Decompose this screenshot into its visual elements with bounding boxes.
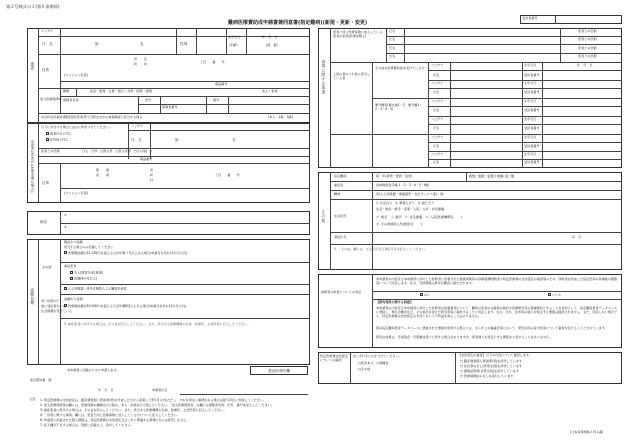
sign-date[interactable]: 年 月 日 <box>98 388 114 392</box>
form-title: 難病医療費助成申請書兼同意書(指定難病)(新規・更新・変更) <box>228 20 368 26</box>
attach-line: 本申請書に記載のとおり申請します。 <box>67 368 120 372</box>
guardian-city-shi: 市 <box>150 168 154 172</box>
fam-name-5: 氏名 <box>433 144 440 148</box>
verify-opt-1[interactable]: □患者本人 □保護者 <box>358 361 389 365</box>
guardian-q1: 以下に該当する場合には□に印をつけてください。 <box>41 125 112 129</box>
patient-sei: 姓 <box>95 42 99 46</box>
fam-recip-2: 受給者番号 <box>524 90 540 94</box>
fam-furigana-1: フリガナ <box>431 63 444 67</box>
fam-recip-4: 受給者番号 <box>524 126 540 130</box>
notes-5: 6. 申請書に記載された個人情報は、特定医療費の支給認定及びこれに関連する業務以外には使用しません。 <box>40 418 190 422</box>
guardian-section-label: 申請者(患者が18歳未満の場合) <box>30 140 34 193</box>
family-name-2: 氏名 <box>389 37 396 41</box>
heavy-opt1[interactable]: 本人(障害年金1級等) <box>70 271 103 275</box>
applicant-label: 申請者氏名 <box>152 388 168 392</box>
family-rel-1: 患者との続柄 <box>578 29 597 33</box>
other-1: 同一世帯内で <box>41 299 60 303</box>
notes-6: 7. 記入欄が不足する場合は、別紙に記載の上、添付してください。 <box>40 423 134 427</box>
form-number: 第２号様式の３(第８条関係) <box>6 4 60 9</box>
guardian-city-cho: 町 <box>150 173 154 177</box>
patient-furigana-label: フリガナ <box>41 29 54 33</box>
fam-recip-6: 受給者番号 <box>524 160 540 164</box>
disease-row-2[interactable]: ② <box>64 225 67 229</box>
verify-item-4[interactable]: □ 医療保険証の写しを添付しています <box>460 374 514 378</box>
verify-item-3[interactable]: □ 課税証明書(世帯全員)を添付しています <box>460 369 519 373</box>
guardian-to: 都 <box>96 168 100 172</box>
verify-opt-2[interactable]: □その他 <box>358 367 371 371</box>
addressee: 東京都知事 殿 <box>30 378 52 382</box>
guardian-opt1[interactable]: 患者氏名と同じ <box>46 132 72 136</box>
living-opts-3[interactable]: ア. 就労 イ. 就学 ウ. 在宅療養 エ. 入院(医療機関名： ) <box>376 215 463 219</box>
consent-agree[interactable]: はい <box>420 293 430 297</box>
fam-name-1: 氏名 <box>433 73 440 77</box>
notes-4: 4. 「世帯に関する事項」欄には、患者と同じ医療保険に加入している方について記入してください。 <box>40 413 180 417</box>
other-3: 生活保護を受けている <box>41 309 72 313</box>
verify-section-label: 特定医療費支給認定についての確認 <box>320 354 348 363</box>
guardian-relation-label: 患者との続柄 <box>41 149 60 153</box>
consent-body: 本申請書の内容及び本申請書に添付した診断書の記載事項について、難病の患者の支援策の検討や医療研究等の基礎資料とすることを目的として、指定難病患者データベースに登録し、厚生労働省及び、その委託を受けた研究者等に提供することに同意します。なお、氏名、住所等の個人を特定する情報は提供されません。また、同意しない場合でも、特定医療費の支給認定の手続において不利益を被ることはありません。 <box>376 306 618 319</box>
care-label: 要介護度(要支援1・2、要介護1・2・3・4・5) <box>375 103 423 112</box>
mental-label: 精神 <box>334 192 341 196</box>
special-cond1-text: 医療費総額が33,330円を超える月が年間３月以上ある場合(申請月を含む12か月以内) <box>64 251 304 255</box>
patient-phone-label: 電話番号 <box>215 82 228 86</box>
guardian-do: 道 <box>106 168 110 172</box>
guardian-sei: 姓 <box>175 138 179 142</box>
guardian-phone-label: 電話番号 <box>140 157 153 161</box>
consent-disagree[interactable]: いいえ <box>548 293 561 297</box>
patient-chome[interactable]: 丁目 番 号 <box>200 60 225 64</box>
patient-mansion[interactable]: (マンション名等) <box>64 73 88 77</box>
special-heading: 軽症かつ高額 <box>64 240 83 244</box>
disease-row-1[interactable]: ① <box>64 213 67 217</box>
severity-opts[interactable]: 身体障害者手帳 1・2・3・4・5・6級 <box>376 183 430 187</box>
number-label: 番号 <box>213 98 220 102</box>
notes-1: 1. 特定医療費の支給認定は、臨床調査個人票(診断書)を作成した日から起算して6か月以内(ただし、やむを得ない事情がある場合は最大2年)に申請してください。 <box>40 398 267 402</box>
guardian-chome[interactable]: 丁目 番 号 <box>215 173 240 177</box>
verify-right-title: 【支給認定の審査】以下の内容について確認します。 <box>458 353 532 357</box>
family-rel-3: 患者との続柄 <box>578 46 597 50</box>
living-opts[interactable]: 1. 生活自立 2. 準寝たきり 3. 寝たきり <box>376 201 435 205</box>
fam-birth-6: 生年月日 <box>524 152 537 156</box>
fam-furigana-3: フリガナ <box>431 99 444 103</box>
patient-addr-ku2: 区 <box>144 57 148 61</box>
other-filler: 5. 「その他」欄には、生活状況及び発症年月を記入してください。 <box>334 247 428 251</box>
family-rel-4: 患者との続柄 <box>578 54 597 58</box>
living-label: 生活状況 <box>334 214 347 218</box>
notes-3: 3. 重症患者に該当する場合は、その旨を記入してください。また、該当する医療機関の名称、診療科、主治医等も記入してください。 <box>40 408 227 412</box>
page-size-note: (日本産業規格Ａ列４番) <box>570 430 604 434</box>
guardian-fu: 府 <box>96 173 100 177</box>
family-title: 患者と同じ医療保険に加入している患者の家族(医療保険上) <box>333 30 383 39</box>
fam-birth-3: 生年月日 <box>524 99 537 103</box>
special-filler-1: 3. 重症患者に該当する場合は、その旨を記入してください。また、該当する医療機関の名称、診療科、主治医等も記入してください。 <box>64 322 251 326</box>
guardian-furigana: フリガナ <box>131 124 144 128</box>
verify-item-2[interactable]: □ 住民票の写し(世帯全員)を添付しています <box>460 364 523 368</box>
guardian-mei: 名 <box>232 138 236 142</box>
patient-birth-label: 生年月日 <box>228 35 241 39</box>
fam-birth-date-1[interactable]: 年 月 日 <box>577 63 593 67</box>
family-name-1: 氏名 <box>389 29 396 33</box>
family-rel-2: 患者との続柄 <box>578 37 597 41</box>
fam-recip-3: 受給者番号 <box>524 108 540 112</box>
specified-opts-2[interactable]: 新規・更新・変更 / 申請: 有・無 <box>469 174 515 178</box>
guardian-name-label: 氏 名 <box>131 138 142 142</box>
other-payer-label: 上記の者のうち他に該当している者 <box>333 72 371 81</box>
relief-note: 市区町村民税非課税(低所得)世帯で当該生計中の被保険者に該当する場合 <box>41 115 143 119</box>
fam-recip-1: 受給者番号 <box>524 73 540 77</box>
specified-opts[interactable]: 第・年(新規・更新・変更) <box>376 174 413 178</box>
ins-type-label: 種類 <box>63 89 70 93</box>
start-date-label: 発症年月 <box>334 235 347 239</box>
patient-addr-ku: 市 <box>134 57 138 61</box>
receipt-label: 受給者番号 <box>522 16 538 20</box>
fam-name-4: 氏名 <box>433 126 440 130</box>
special-section-label: 高額長期 <box>30 288 36 306</box>
special-cond1: 該当する場合のみ記載してください <box>64 245 114 249</box>
family-name-4: 氏名 <box>389 54 396 58</box>
living-opts-4[interactable]: オ. その他施設入所(施設名： ) <box>376 222 423 226</box>
notes-2: 2. 加入医療保険等の欄には、医療保険の種類を○で囲み、本人・家族を○で囲んでください。「加入医療保険者」の欄には保険者名称、記号、番号を記入してください。 <box>40 403 274 407</box>
fam-furigana-4: フリガナ <box>431 117 444 121</box>
ins-type-options[interactable]: 協会・船員・日雇・組合・共済・国保・後期 <box>90 89 152 93</box>
fam-furigana-6: フリガナ <box>431 152 444 156</box>
fam-recip-5: 受給者番号 <box>524 144 540 148</box>
symbol-label: 記号 <box>145 98 152 102</box>
patient-addr-son: 村 <box>144 62 148 66</box>
patient-address-label: 住所 <box>42 68 50 72</box>
fam-birth-4: 生年月日 <box>524 117 537 121</box>
guardian-mansion[interactable]: (マンション名等) <box>64 191 88 195</box>
consent-title: 【研究利用に関する同意】 <box>376 300 414 304</box>
insurance-label: 加入医療保険等 <box>40 97 62 101</box>
living-opts-2[interactable]: 生活・就労・就学・家事・入院・入所・自宅療養 <box>376 207 445 211</box>
special-other-label: その他 <box>42 265 52 269</box>
heavy-opt2[interactable]: 長期(6か月以上) <box>70 277 97 281</box>
guardian-relation-options[interactable]: □父 □母 □祖父母 □叔父叔母 □その他( ) <box>82 149 152 153</box>
consent-body-2: 国の指定難病患者データベースに登録された情報を使用する場合には、あらかじめ審議会等において、研究目的の妥当性等について審査を受けることとされています。 <box>376 326 608 330</box>
heavy-opt3[interactable]: 人工呼吸器・体外式補助人工心臓等を装着 <box>64 287 127 291</box>
stamp-box: 提出印/押印欄 <box>250 366 308 375</box>
patient-name-label: 氏 名 <box>42 42 53 46</box>
disease-label: 病名 <box>40 220 48 224</box>
mental-opts[interactable]: 有(人工呼吸器・療養通所・在宅サービス等)・無 <box>376 192 444 196</box>
fam-furigana-5: フリガナ <box>431 135 444 139</box>
fam-birth-1: 生年月日 <box>524 63 537 67</box>
heavy-label: 重症患者 <box>64 264 77 268</box>
guardian-city-son: 村 <box>150 178 154 182</box>
specified-label: 指定難病 <box>334 174 347 178</box>
relief-extra: (本人・2級・3級) <box>268 115 293 119</box>
severity-label: 重症度 <box>334 183 344 187</box>
guardian-ken: 県 <box>106 173 110 177</box>
consent-text: 本申請書の内容及び本申請書に添付した診断書に記載された健康保険等の診療報酬明細書や特定医療費の支給認定の審査等のため、診断書を作成した指定医等の診療録の閲覧等について同意します。なお、当該情報は厚生労働省に提出されます。 <box>376 277 618 286</box>
other-section-label: その他 <box>321 210 327 223</box>
family-name-3: 氏名 <box>389 46 396 50</box>
fam-birth-2: 生年月日 <box>524 81 537 85</box>
household-section-label: 世帯に関する事項 <box>321 60 327 95</box>
fam-name-2: 氏名 <box>433 90 440 94</box>
verify-instruction: ◎いずれかに○をつけてください。 <box>353 354 402 358</box>
ins-role-options[interactable]: 本人・家族 <box>262 89 278 93</box>
guardian-opt2[interactable]: 住所地と同じ <box>46 138 69 142</box>
high-text: 医療費総額が50,000円を超える月が年間6回以上ある場合(申請月を含む12か月以内) <box>64 304 304 308</box>
guardian-address-label: 住所 <box>42 181 50 185</box>
patient-mei: 名 <box>140 42 144 46</box>
insurer-name-label: 保険者名称 <box>63 98 79 102</box>
patient-birth-era: (年齢) <box>229 43 238 47</box>
fam-furigana-2: フリガナ <box>431 81 444 85</box>
fam-name-6: 氏名 <box>433 160 440 164</box>
patient-age[interactable]: (歳 歳) <box>266 43 278 47</box>
patient-birth-date[interactable]: 年 月 日 <box>262 35 278 39</box>
high-title: 高額かつ長期 <box>64 297 83 301</box>
other-payer-desc: その他の医療費助成を受けている方 <box>375 66 425 70</box>
start-date-value[interactable]: 年 月 <box>572 235 582 239</box>
patient-section-label: 患者 <box>30 62 36 71</box>
patient-sex-label: 性別 <box>180 42 188 46</box>
other-2: 他に受給者がいる <box>41 304 66 308</box>
verify-item-1[interactable]: □ 臨床調査個人票(診断書)を添付しています <box>460 359 523 363</box>
fam-birth-5: 生年月日 <box>524 135 537 139</box>
patient-addr-cho: 町 <box>134 62 138 66</box>
fam-name-3: 氏名 <box>433 108 440 112</box>
consent-body-3: 研究の成果は、学術集会・学術雑誌等で公表する場合がありますが、患者個人を特定できる情報を公表することはありません。 <box>376 335 553 339</box>
insurer-no-label: 保険者番号 <box>162 105 178 109</box>
notes-title: (注) <box>30 397 36 401</box>
consent-section-label: 診断書の取得についての同意 <box>321 290 362 294</box>
